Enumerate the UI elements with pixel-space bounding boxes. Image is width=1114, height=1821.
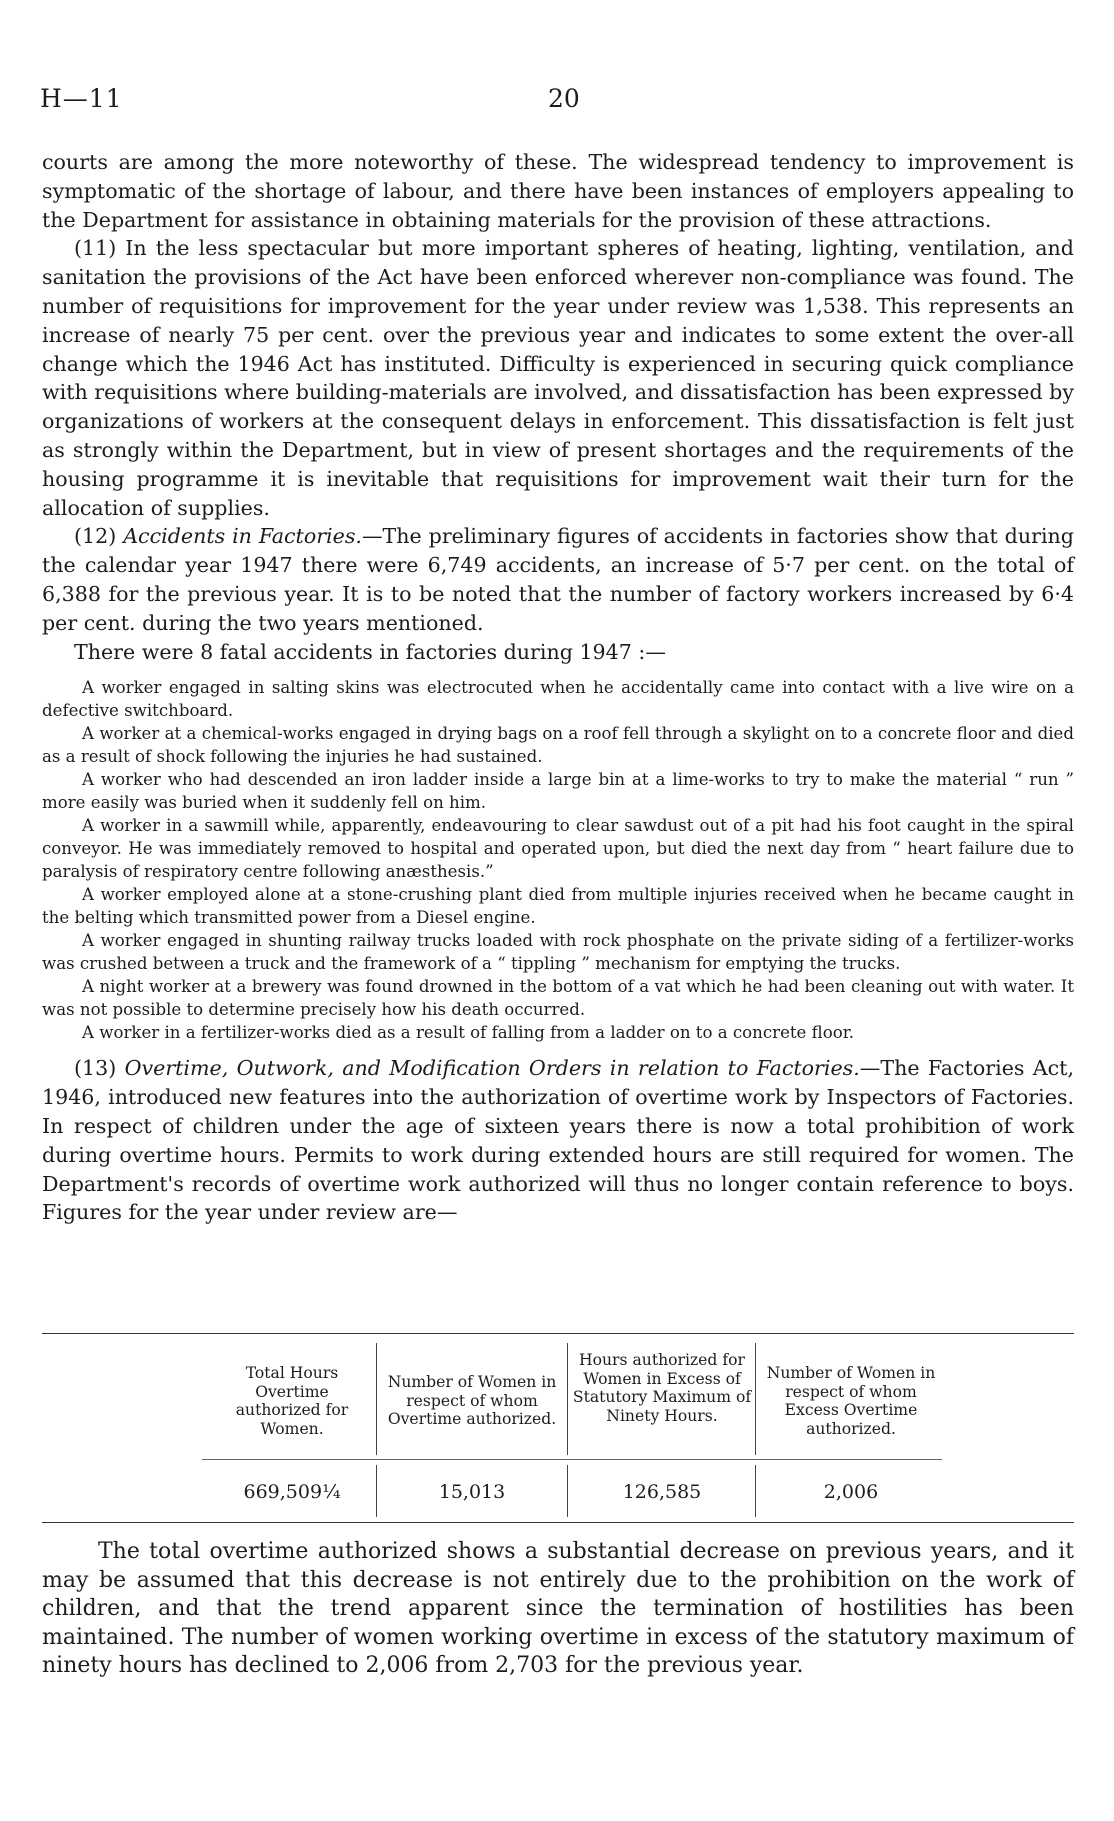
accident-item: A worker employed alone at a stone-crushing plant died from multiple injuries received when he became caught in the belting which transmitted power from a Diesel engine. — [42, 885, 1074, 928]
paragraph-12-number: (12) — [74, 524, 117, 549]
paragraph-13-number: (13) — [74, 1056, 117, 1081]
closing-text — [42, 1538, 1074, 1681]
paragraph-13 — [42, 1054, 1074, 1227]
accident-list — [42, 676, 1074, 1044]
fatal-accidents-intro: There were 8 fatal accidents in factories during 1947 :— — [74, 639, 666, 664]
column-divider — [567, 1465, 568, 1517]
paragraph-11: (11) In the less spectacular but more important spheres of heating, lighting, ventilation, and sanitation the provisions of the Act have been enforced wherever non-compliance was found. The number of requisitions for improvement for the year under review was 1,538. This represents an increase of nearly 75 per cent. over the previous year and indicates to some extent the over-all change which the 1946 Act has instituted. Difficulty is experienced in securing quick compliance with requisitions where building-materials are involved, and dissatisfaction has been expressed by organizations of workers at the consequent delays in enforcement. This dissatisfaction is felt just as strongly within the Department, but in view of present shortages and the requirements of the housing programme it is inevitable that requisitions for improvement wait their turn for the allocation of supplies. — [42, 236, 1075, 520]
table-cell: 2,006 — [823, 1481, 879, 1503]
table-cell: 126,585 — [622, 1481, 702, 1503]
paragraph-13-text: —The Factories Act, 1946, introduced new features into the authorization of overtime work by Inspectors of Factories. In respect of children under the age of sixteen years there is now a total prohibition of work during overtime hours. Permits to work during extended hours are still required for women. The Department's records of overtime work authorized will thus no longer contain reference to boys. Figures for the year under review are— — [42, 1056, 1074, 1225]
column-header: Hours authorized for Women in Excess of Statutory Maximum of Ninety Hours. — [572, 1351, 752, 1425]
paragraph-12-title: Accidents in Factories. — [123, 524, 362, 549]
header-reference: H—11 — [40, 84, 123, 113]
paragraph-12 — [42, 522, 1074, 637]
body-text — [42, 148, 1074, 1227]
table-top-rule — [42, 1333, 1074, 1334]
accident-item: A worker at a chemical-works engaged in drying bags on a roof fell through a skylight on to a concrete floor and died as a result of shock following the injuries he had sustained. — [42, 724, 1074, 767]
paragraph-continuation: courts are among the more noteworthy of these. The widespread tendency to improvement is symptomatic of the shortage of labour, and there have been instances of employers appealing to the Department for assistance in obtaining materials for the provision of these attractions. — [42, 150, 1074, 232]
table-header-rule — [202, 1459, 942, 1460]
column-divider — [755, 1465, 756, 1517]
overtime-table — [42, 1333, 1074, 1525]
table-cell: 669,509¼ — [243, 1481, 341, 1503]
paragraph-12-text: —The preliminary figures of accidents in factories show that during the calendar year 1947 there were 6,749 accidents, an increase of 5·7 per cent. on the total of 6,388 for the previous year. It is to be noted that the number of factory workers increased by 6·4 per cent. during the two years mentioned. — [42, 524, 1074, 635]
accident-item: A night worker at a brewery was found drowned in the bottom of a vat which he had been cleaning out with water. It was not possible to determine precisely how his death occurred. — [42, 977, 1074, 1020]
column-header: Number of Women in respect of whom Excess Overtime authorized. — [766, 1364, 936, 1438]
column-header: Total Hours Overtime authorized for Women. — [235, 1364, 349, 1438]
accident-item: A worker in a fertilizer-works died as a result of falling from a ladder on to a concrete floor. — [82, 1023, 855, 1043]
closing-paragraph: The total overtime authorized shows a substantial decrease on previous years, and it may be assumed that this decrease is not entirely due to the prohibition on the work of children, and that the trend apparent since the termination of hostilities has been maintained. The number of women working overtime in excess of the statutory maximum of ninety hours has declined to 2,006 from 2,703 for the previous year. — [42, 1539, 1074, 1678]
accident-item: A worker who had descended an iron ladder inside a large bin at a lime-works to try to make the material “ run ” more easily was buried when it suddenly fell on him. — [42, 770, 1074, 813]
page-number: 20 — [548, 84, 580, 113]
column-divider — [376, 1465, 377, 1517]
accident-item: A worker in a sawmill while, apparently, endeavouring to clear sawdust out of a pit had his foot caught in the spiral conveyor. He was immediately removed to hospital and operated upon, but died the next day from “ heart failure due to paralysis of respiratory centre following anæsthesis.” — [42, 816, 1074, 882]
column-divider — [376, 1343, 377, 1455]
paragraph-13-title: Overtime, Outwork, and Modification Orders in relation to Factories. — [124, 1056, 860, 1081]
table-cell: 15,013 — [438, 1481, 506, 1503]
table-bottom-rule — [42, 1522, 1074, 1523]
column-divider — [755, 1343, 756, 1455]
accident-item: A worker engaged in salting skins was electrocuted when he accidentally came into contact with a live wire on a defective switchboard. — [42, 678, 1074, 721]
accident-item: A worker engaged in shunting railway trucks loaded with rock phosphate on the private siding of a fertilizer-works was crushed between a truck and the framework of a “ tippling ” mechanism for emptying the trucks. — [42, 931, 1074, 974]
column-divider — [567, 1343, 568, 1455]
column-header: Number of Women in respect of whom Overtime authorized. — [387, 1373, 557, 1428]
